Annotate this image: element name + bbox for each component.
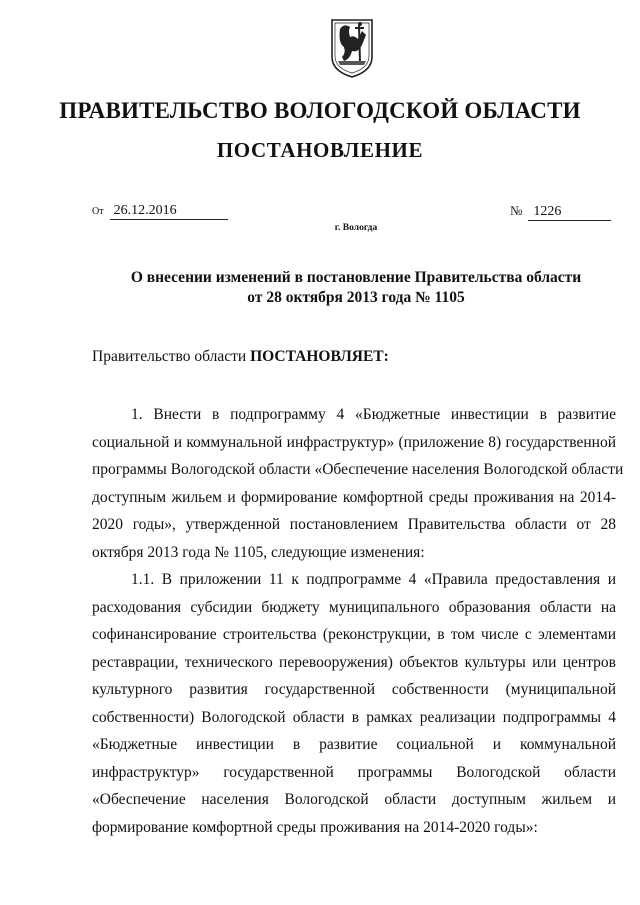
resolves-keyword: ПОСТАНОВЛЯЕТ: [250, 348, 389, 365]
body-line: расходования субсидии бюджету муниципального образования области на [92, 598, 616, 616]
city-label: г. Вологда [334, 223, 378, 233]
resolves-clause [92, 348, 389, 366]
document-subject [0, 268, 640, 308]
resolves-prefix: Правительство области [92, 348, 247, 365]
body-text [92, 401, 624, 841]
body-line: 2020 годы», утвержденной постановлением Правительства области от 28 [92, 516, 616, 533]
body-line: октября 2013 года № 1105, следующие изменения: [92, 543, 425, 561]
government-title: ПРАВИТЕЛЬСТВО ВОЛОГОДСКОЙ ОБЛАСТИ [59, 98, 581, 123]
body-line: 1.1. В приложении 11 к подпрограмме 4 «Правила предоставления и [131, 571, 616, 588]
date-value: 26.12.2016 [110, 203, 228, 220]
vologda-coat-of-arms-icon [328, 17, 376, 79]
subject-line: О внесении изменений в постановление Правительства области [130, 269, 582, 286]
date-prefix: От [92, 206, 104, 217]
body-line: реставрации, технического перевооружения) объектов культуры или центров [92, 653, 616, 671]
body-line: доступным жильем и формирование комфортной среды проживания на 2014- [92, 488, 616, 506]
body-line: «Обеспечение населения Вологодской области доступным жильем и [92, 791, 616, 808]
body-line: культурного развития государственной собственности (муниципальной [92, 681, 616, 698]
body-line: 1. Внести в подпрограмму 4 «Бюджетные инвестиции в развитие [131, 406, 616, 423]
body-line: софинансирование строительства (реконструкции, в том числе с элементами [92, 626, 616, 643]
body-line: инфраструктур» государственной программы Вологодской области [92, 763, 616, 781]
body-line: программы Вологодской области «Обеспечение населения Вологодской области [92, 461, 624, 478]
body-line: формирование комфортной среды проживания на 2014-2020 годы»: [92, 818, 538, 836]
body-line: собственности) Вологодской области в рамках реализации подпрограммы 4 [92, 708, 616, 726]
body-line: «Бюджетные инвестиции в развитие социальной и коммунальной [92, 736, 616, 753]
number-value: 1226 [528, 204, 611, 221]
body-line: социальной и коммунальной инфраструктур» (приложение 8) государственной [92, 433, 616, 451]
document-number [510, 203, 611, 221]
document-date [92, 203, 228, 220]
document-type: ПОСТАНОВЛЕНИЕ [216, 138, 424, 162]
number-sign: № [510, 203, 523, 218]
subject-line: от 28 октября 2013 года № 1105 [247, 289, 465, 306]
